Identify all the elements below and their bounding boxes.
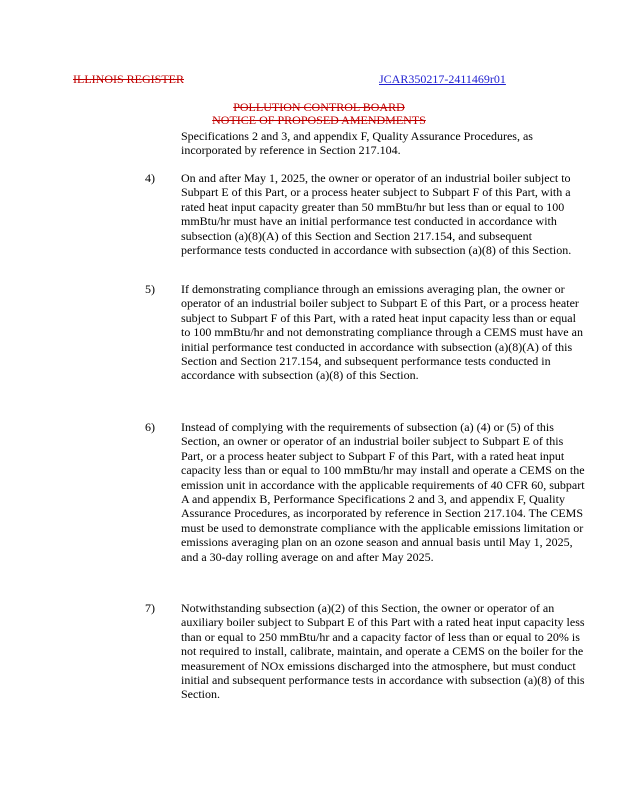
document-id-link[interactable]: JCAR350217-2411469r01: [379, 72, 506, 86]
item-paragraph: Notwithstanding subsection (a)(2) of this Section, the owner or operator of an auxiliary boiler subject to Subpart E of this Part with a rated heat input capacity less than or equal to 250 mmBtu/hr and a capacity factor of less than or equal to 20% is not required to install, calibrate, maintain, and operate a CEMS on the boiler for the measurement of NOx emissions discharged into the atmosphere, but must conduct initial and subsequent performance tests in accordance with subsection (a)(8) of this Section.: [181, 601, 585, 702]
item-paragraph: Instead of complying with the requirements of subsection (a) (4) or (5) of this Section, an owner or operator of an industrial boiler subject to Subpart E of this Part, or a process heater subject to Subpart F of this Part, with a rated heat input capacity less than or equal to 100 mmBtu/hr may install and operate a CEMS on the emission unit in accordance with the applicable requirements of 40 CFR 60, subpart A and appendix B, Performance Specifications 2 and 3, and appendix F, Quality Assurance Procedures, as incorporated by reference in Section 217.104. The CEMS must be used to demonstrate compliance with the applicable emissions limitation or emissions averaging plan on an ozone season and annual basis until May 1, 2025, and a 30-day rolling average on and after May 2025.: [181, 420, 585, 564]
item-paragraph: On and after May 1, 2025, the owner or operator of an industrial boiler subject to Subpart E of this Part, or a process heater subject to Subpart F of this Part, with a rated heat input capacity greater than 50 mmBtu/hr but less than or equal to 100 mmBtu/hr must have an initial performance test conducted in accordance with subsection (a)(8)(A) of this Section and Section 217.154, and subsequent performance tests conducted in accordance with subsection (a)(8) of this Section.: [181, 171, 572, 258]
board-title: POLLUTION CONTROL BOARD: [233, 100, 405, 114]
item-number: 4): [145, 171, 155, 185]
item-number: 6): [145, 420, 155, 434]
item-number: 7): [145, 601, 155, 615]
notice-title: NOTICE OF PROPOSED AMENDMENTS: [212, 113, 426, 127]
item-number: 5): [145, 282, 155, 296]
continuation-paragraph: Specifications 2 and 3, and appendix F, Quality Assurance Procedures, as incorporated by reference in Section 217.104.: [181, 129, 533, 158]
register-header: ILLINOIS REGISTER: [73, 72, 184, 86]
item-paragraph: If demonstrating compliance through an emissions averaging plan, the owner or operator of an industrial boiler subject to Subpart E of this Part, or a process heater subject to Subpart F of this Part, with a rated heat input capacity less than or equal to 100 mmBtu/hr and not demonstrating compliance through a CEMS must have an initial performance test conducted in accordance with subsection (a)(8)(A) of this Section and Section 217.154, and subsequent performance tests conducted in accordance with subsection (a)(8) of this Section.: [181, 282, 583, 383]
